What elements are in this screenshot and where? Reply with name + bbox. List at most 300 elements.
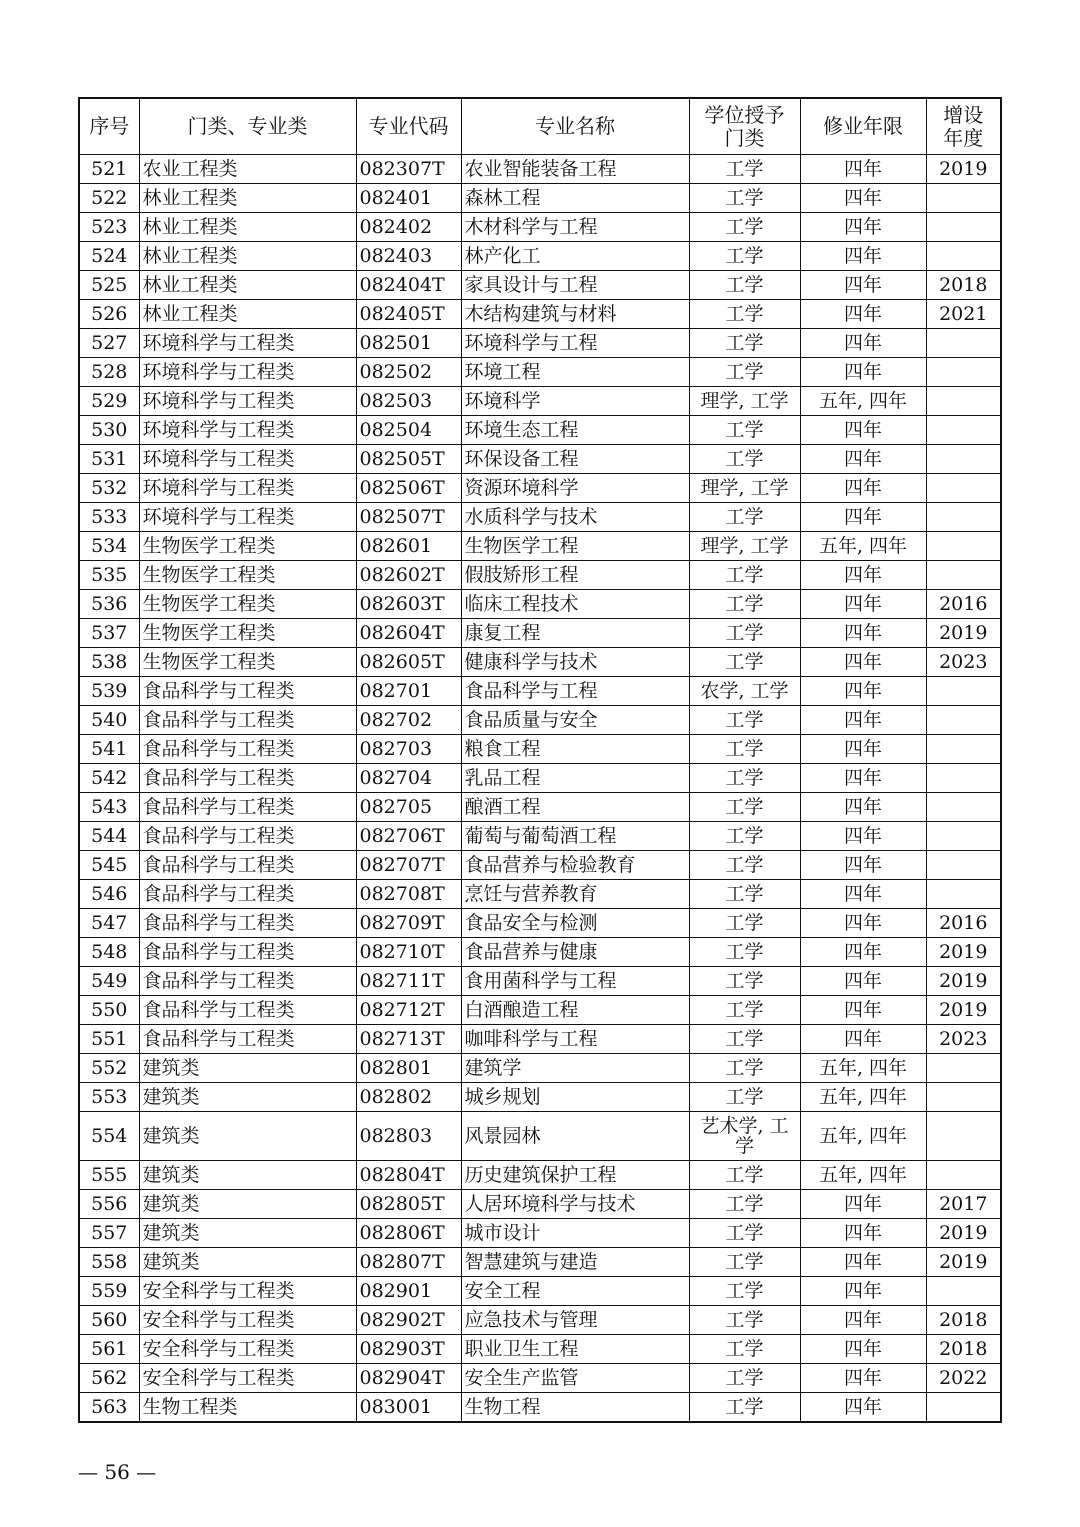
cell-code: 082706T: [356, 822, 461, 851]
cell-code: 082507T: [356, 503, 461, 532]
cell-category: 林业工程类: [139, 213, 356, 242]
cell-duration: 四年: [800, 909, 926, 938]
cell-duration: 四年: [800, 271, 926, 300]
cell-code: 082603T: [356, 590, 461, 619]
cell-major-name: 酿酒工程: [461, 793, 689, 822]
cell-index: 557: [79, 1219, 139, 1248]
cell-category: 环境科学与工程类: [139, 474, 356, 503]
cell-code: 082605T: [356, 648, 461, 677]
cell-index: 524: [79, 242, 139, 271]
table-row: [79, 184, 1001, 213]
table-row: [79, 880, 1001, 909]
cell-year-added: [926, 503, 1001, 532]
cell-category: 建筑类: [139, 1190, 356, 1219]
table-body: [79, 155, 1001, 1423]
cell-index: 526: [79, 300, 139, 329]
cell-duration: 五年, 四年: [800, 1054, 926, 1083]
cell-degree: 工学: [689, 329, 800, 358]
cell-degree: 工学: [689, 996, 800, 1025]
cell-major-name: 生物医学工程: [461, 532, 689, 561]
cell-degree: 艺术学, 工学: [689, 1112, 800, 1161]
cell-duration: 四年: [800, 1248, 926, 1277]
cell-code: 082711T: [356, 967, 461, 996]
cell-year-added: [926, 1161, 1001, 1190]
cell-year-added: [926, 387, 1001, 416]
cell-year-added: [926, 851, 1001, 880]
cell-major-name: 环境工程: [461, 358, 689, 387]
cell-degree: 工学: [689, 416, 800, 445]
cell-degree: 工学: [689, 1393, 800, 1423]
cell-duration: 四年: [800, 242, 926, 271]
table-row: [79, 416, 1001, 445]
cell-code: 082506T: [356, 474, 461, 503]
cell-index: 528: [79, 358, 139, 387]
cell-year-added: 2023: [926, 648, 1001, 677]
cell-code: 083001: [356, 1393, 461, 1423]
cell-major-name: 生物工程: [461, 1393, 689, 1423]
cell-degree: 工学: [689, 503, 800, 532]
cell-degree: 工学: [689, 967, 800, 996]
table-row: [79, 329, 1001, 358]
cell-category: 农业工程类: [139, 155, 356, 184]
cell-code: 082502: [356, 358, 461, 387]
cell-degree: 工学: [689, 1054, 800, 1083]
header-degree: 学位授予门类: [689, 98, 800, 155]
cell-year-added: [926, 1054, 1001, 1083]
cell-category: 环境科学与工程类: [139, 329, 356, 358]
cell-year-added: [926, 793, 1001, 822]
cell-code: 082604T: [356, 619, 461, 648]
header-year-added: 增设年度: [926, 98, 1001, 155]
table-row: [79, 155, 1001, 184]
table-row: [79, 851, 1001, 880]
cell-category: 安全科学与工程类: [139, 1335, 356, 1364]
cell-code: 082802: [356, 1083, 461, 1112]
cell-duration: 五年, 四年: [800, 387, 926, 416]
cell-code: 082904T: [356, 1364, 461, 1393]
cell-code: 082713T: [356, 1025, 461, 1054]
cell-index: 533: [79, 503, 139, 532]
table-row: [79, 764, 1001, 793]
cell-index: 540: [79, 706, 139, 735]
cell-major-name: 食用菌科学与工程: [461, 967, 689, 996]
cell-code: 082805T: [356, 1190, 461, 1219]
cell-major-name: 环保设备工程: [461, 445, 689, 474]
table-row: [79, 1277, 1001, 1306]
cell-year-added: [926, 474, 1001, 503]
cell-degree: 工学: [689, 213, 800, 242]
cell-index: 553: [79, 1083, 139, 1112]
cell-duration: 四年: [800, 358, 926, 387]
cell-major-name: 食品科学与工程: [461, 677, 689, 706]
cell-index: 530: [79, 416, 139, 445]
cell-category: 环境科学与工程类: [139, 387, 356, 416]
cell-code: 082704: [356, 764, 461, 793]
cell-year-added: [926, 677, 1001, 706]
cell-code: 082505T: [356, 445, 461, 474]
cell-duration: 四年: [800, 677, 926, 706]
table-row: [79, 996, 1001, 1025]
cell-year-added: [926, 445, 1001, 474]
cell-year-added: 2019: [926, 1248, 1001, 1277]
cell-year-added: 2018: [926, 1306, 1001, 1335]
cell-code: 082804T: [356, 1161, 461, 1190]
cell-year-added: 2021: [926, 300, 1001, 329]
cell-index: 521: [79, 155, 139, 184]
cell-code: 082404T: [356, 271, 461, 300]
cell-degree: 理学, 工学: [689, 532, 800, 561]
cell-duration: 四年: [800, 619, 926, 648]
cell-code: 082712T: [356, 996, 461, 1025]
cell-index: 542: [79, 764, 139, 793]
cell-year-added: 2019: [926, 996, 1001, 1025]
cell-degree: 理学, 工学: [689, 474, 800, 503]
table-row: [79, 213, 1001, 242]
cell-category: 食品科学与工程类: [139, 851, 356, 880]
cell-year-added: [926, 561, 1001, 590]
cell-major-name: 森林工程: [461, 184, 689, 213]
cell-duration: 四年: [800, 213, 926, 242]
cell-duration: 四年: [800, 706, 926, 735]
cell-code: 082707T: [356, 851, 461, 880]
cell-index: 560: [79, 1306, 139, 1335]
cell-code: 082701: [356, 677, 461, 706]
cell-degree: 工学: [689, 300, 800, 329]
cell-category: 食品科学与工程类: [139, 822, 356, 851]
cell-category: 生物医学工程类: [139, 532, 356, 561]
cell-code: 082501: [356, 329, 461, 358]
cell-degree: 工学: [689, 445, 800, 474]
table-row: [79, 677, 1001, 706]
table-row: [79, 1161, 1001, 1190]
cell-degree: 工学: [689, 909, 800, 938]
cell-category: 建筑类: [139, 1161, 356, 1190]
cell-duration: 四年: [800, 503, 926, 532]
cell-duration: 四年: [800, 155, 926, 184]
cell-year-added: [926, 706, 1001, 735]
cell-duration: 四年: [800, 851, 926, 880]
table-row: [79, 1083, 1001, 1112]
cell-index: 534: [79, 532, 139, 561]
table-row: [79, 822, 1001, 851]
cell-index: 558: [79, 1248, 139, 1277]
cell-major-name: 食品营养与健康: [461, 938, 689, 967]
cell-major-name: 安全生产监管: [461, 1364, 689, 1393]
table-row: [79, 1248, 1001, 1277]
cell-index: 552: [79, 1054, 139, 1083]
cell-year-added: 2023: [926, 1025, 1001, 1054]
cell-category: 安全科学与工程类: [139, 1306, 356, 1335]
cell-degree: 工学: [689, 706, 800, 735]
cell-duration: 四年: [800, 474, 926, 503]
cell-code: 082710T: [356, 938, 461, 967]
cell-major-name: 食品质量与安全: [461, 706, 689, 735]
cell-degree: 理学, 工学: [689, 387, 800, 416]
cell-index: 525: [79, 271, 139, 300]
cell-index: 547: [79, 909, 139, 938]
cell-code: 082307T: [356, 155, 461, 184]
cell-index: 554: [79, 1112, 139, 1161]
cell-year-added: [926, 213, 1001, 242]
table-row: [79, 967, 1001, 996]
cell-code: 082601: [356, 532, 461, 561]
cell-major-name: 水质科学与技术: [461, 503, 689, 532]
cell-category: 环境科学与工程类: [139, 358, 356, 387]
table-row: [79, 242, 1001, 271]
cell-duration: 四年: [800, 822, 926, 851]
cell-duration: 四年: [800, 416, 926, 445]
page-number: — 56 —: [78, 1460, 157, 1484]
cell-index: 531: [79, 445, 139, 474]
cell-category: 生物医学工程类: [139, 561, 356, 590]
cell-category: 食品科学与工程类: [139, 793, 356, 822]
cell-code: 082902T: [356, 1306, 461, 1335]
cell-year-added: 2017: [926, 1190, 1001, 1219]
cell-degree: 工学: [689, 1190, 800, 1219]
cell-code: 082503: [356, 387, 461, 416]
cell-degree: 工学: [689, 619, 800, 648]
cell-year-added: [926, 1393, 1001, 1423]
cell-index: 527: [79, 329, 139, 358]
cell-degree: 工学: [689, 938, 800, 967]
cell-major-name: 历史建筑保护工程: [461, 1161, 689, 1190]
cell-year-added: [926, 735, 1001, 764]
cell-major-name: 葡萄与葡萄酒工程: [461, 822, 689, 851]
cell-category: 安全科学与工程类: [139, 1277, 356, 1306]
cell-major-name: 安全工程: [461, 1277, 689, 1306]
cell-index: 561: [79, 1335, 139, 1364]
cell-index: 529: [79, 387, 139, 416]
cell-duration: 四年: [800, 1025, 926, 1054]
cell-category: 林业工程类: [139, 300, 356, 329]
cell-major-name: 健康科学与技术: [461, 648, 689, 677]
cell-major-name: 木材科学与工程: [461, 213, 689, 242]
header-major-name: 专业名称: [461, 98, 689, 155]
table-row: [79, 532, 1001, 561]
table-row: [79, 358, 1001, 387]
cell-degree: 工学: [689, 271, 800, 300]
cell-duration: 四年: [800, 1219, 926, 1248]
cell-category: 环境科学与工程类: [139, 445, 356, 474]
table-row: [79, 445, 1001, 474]
cell-duration: 四年: [800, 184, 926, 213]
table-row: [79, 909, 1001, 938]
cell-code: 082403: [356, 242, 461, 271]
cell-major-name: 食品营养与检验教育: [461, 851, 689, 880]
cell-duration: 四年: [800, 735, 926, 764]
cell-index: 556: [79, 1190, 139, 1219]
cell-index: 548: [79, 938, 139, 967]
cell-index: 549: [79, 967, 139, 996]
cell-duration: 四年: [800, 561, 926, 590]
cell-code: 082803: [356, 1112, 461, 1161]
cell-index: 532: [79, 474, 139, 503]
cell-major-name: 粮食工程: [461, 735, 689, 764]
cell-duration: 四年: [800, 1306, 926, 1335]
table-row: [79, 1219, 1001, 1248]
table-row: [79, 938, 1001, 967]
cell-major-name: 临床工程技术: [461, 590, 689, 619]
cell-major-name: 职业卫生工程: [461, 1335, 689, 1364]
header-code: 专业代码: [356, 98, 461, 155]
cell-degree: 工学: [689, 793, 800, 822]
cell-degree: 工学: [689, 358, 800, 387]
cell-major-name: 智慧建筑与建造: [461, 1248, 689, 1277]
cell-category: 林业工程类: [139, 184, 356, 213]
cell-duration: 四年: [800, 1335, 926, 1364]
cell-duration: 五年, 四年: [800, 1083, 926, 1112]
cell-index: 546: [79, 880, 139, 909]
table-row: [79, 1054, 1001, 1083]
cell-duration: 四年: [800, 1364, 926, 1393]
cell-major-name: 农业智能装备工程: [461, 155, 689, 184]
cell-major-name: 环境生态工程: [461, 416, 689, 445]
cell-index: 551: [79, 1025, 139, 1054]
cell-year-added: [926, 358, 1001, 387]
cell-major-name: 白酒酿造工程: [461, 996, 689, 1025]
cell-code: 082901: [356, 1277, 461, 1306]
cell-major-name: 烹饪与营养教育: [461, 880, 689, 909]
table-row: [79, 271, 1001, 300]
cell-index: 523: [79, 213, 139, 242]
cell-major-name: 城市设计: [461, 1219, 689, 1248]
cell-major-name: 人居环境科学与技术: [461, 1190, 689, 1219]
cell-year-added: [926, 1112, 1001, 1161]
cell-category: 建筑类: [139, 1054, 356, 1083]
cell-major-name: 林产化工: [461, 242, 689, 271]
table-row: [79, 590, 1001, 619]
cell-year-added: [926, 1277, 1001, 1306]
cell-degree: 工学: [689, 648, 800, 677]
cell-degree: 工学: [689, 735, 800, 764]
cell-duration: 四年: [800, 329, 926, 358]
cell-year-added: 2019: [926, 967, 1001, 996]
cell-year-added: 2019: [926, 938, 1001, 967]
cell-duration: 五年, 四年: [800, 1161, 926, 1190]
cell-code: 082709T: [356, 909, 461, 938]
cell-year-added: 2019: [926, 1219, 1001, 1248]
cell-index: 536: [79, 590, 139, 619]
cell-index: 544: [79, 822, 139, 851]
cell-code: 082806T: [356, 1219, 461, 1248]
header-category: 门类、专业类: [139, 98, 356, 155]
cell-code: 082703: [356, 735, 461, 764]
cell-category: 建筑类: [139, 1112, 356, 1161]
cell-category: 食品科学与工程类: [139, 938, 356, 967]
cell-major-name: 食品安全与检测: [461, 909, 689, 938]
cell-index: 537: [79, 619, 139, 648]
table-row: [79, 1335, 1001, 1364]
cell-major-name: 城乡规划: [461, 1083, 689, 1112]
cell-major-name: 应急技术与管理: [461, 1306, 689, 1335]
cell-duration: 四年: [800, 764, 926, 793]
cell-year-added: [926, 329, 1001, 358]
cell-code: 082702: [356, 706, 461, 735]
cell-category: 生物医学工程类: [139, 648, 356, 677]
cell-year-added: [926, 1083, 1001, 1112]
table-row: [79, 561, 1001, 590]
cell-degree: 工学: [689, 561, 800, 590]
cell-category: 食品科学与工程类: [139, 996, 356, 1025]
table-row: [79, 387, 1001, 416]
table-row: [79, 1190, 1001, 1219]
cell-duration: 四年: [800, 938, 926, 967]
cell-duration: 四年: [800, 1190, 926, 1219]
cell-degree: 工学: [689, 242, 800, 271]
cell-duration: 四年: [800, 996, 926, 1025]
cell-code: 082504: [356, 416, 461, 445]
table-row: [79, 1364, 1001, 1393]
table-row: [79, 474, 1001, 503]
cell-year-added: [926, 184, 1001, 213]
table-row: [79, 503, 1001, 532]
cell-major-name: 资源环境科学: [461, 474, 689, 503]
cell-duration: 四年: [800, 590, 926, 619]
cell-category: 食品科学与工程类: [139, 706, 356, 735]
table-row: [79, 706, 1001, 735]
cell-category: 食品科学与工程类: [139, 1025, 356, 1054]
table-row: [79, 1393, 1001, 1423]
cell-year-added: 2018: [926, 1335, 1001, 1364]
cell-category: 生物工程类: [139, 1393, 356, 1423]
cell-duration: 四年: [800, 793, 926, 822]
cell-major-name: 风景园林: [461, 1112, 689, 1161]
cell-year-added: [926, 880, 1001, 909]
table-row: [79, 735, 1001, 764]
cell-code: 082807T: [356, 1248, 461, 1277]
cell-year-added: [926, 416, 1001, 445]
cell-major-name: 环境科学与工程: [461, 329, 689, 358]
table-row: [79, 300, 1001, 329]
cell-code: 082708T: [356, 880, 461, 909]
cell-duration: 四年: [800, 300, 926, 329]
cell-category: 食品科学与工程类: [139, 967, 356, 996]
cell-index: 535: [79, 561, 139, 590]
cell-degree: 工学: [689, 1335, 800, 1364]
cell-duration: 四年: [800, 880, 926, 909]
cell-degree: 工学: [689, 1083, 800, 1112]
cell-category: 环境科学与工程类: [139, 416, 356, 445]
cell-major-name: 环境科学: [461, 387, 689, 416]
cell-degree: 工学: [689, 1306, 800, 1335]
cell-category: 安全科学与工程类: [139, 1364, 356, 1393]
cell-duration: 四年: [800, 1277, 926, 1306]
cell-code: 082401: [356, 184, 461, 213]
cell-category: 食品科学与工程类: [139, 764, 356, 793]
cell-code: 082405T: [356, 300, 461, 329]
cell-index: 563: [79, 1393, 139, 1423]
cell-category: 建筑类: [139, 1219, 356, 1248]
cell-category: 环境科学与工程类: [139, 503, 356, 532]
cell-category: 林业工程类: [139, 271, 356, 300]
cell-code: 082903T: [356, 1335, 461, 1364]
table-row: [79, 648, 1001, 677]
cell-category: 生物医学工程类: [139, 590, 356, 619]
cell-degree: 工学: [689, 1025, 800, 1054]
cell-category: 食品科学与工程类: [139, 677, 356, 706]
cell-year-added: 2019: [926, 619, 1001, 648]
cell-degree: 工学: [689, 822, 800, 851]
cell-year-added: 2018: [926, 271, 1001, 300]
cell-degree: 工学: [689, 1161, 800, 1190]
cell-year-added: 2016: [926, 909, 1001, 938]
table-row: [79, 1025, 1001, 1054]
cell-category: 建筑类: [139, 1248, 356, 1277]
cell-duration: 四年: [800, 445, 926, 474]
cell-duration: 四年: [800, 1393, 926, 1423]
cell-degree: 工学: [689, 880, 800, 909]
cell-code: 082402: [356, 213, 461, 242]
